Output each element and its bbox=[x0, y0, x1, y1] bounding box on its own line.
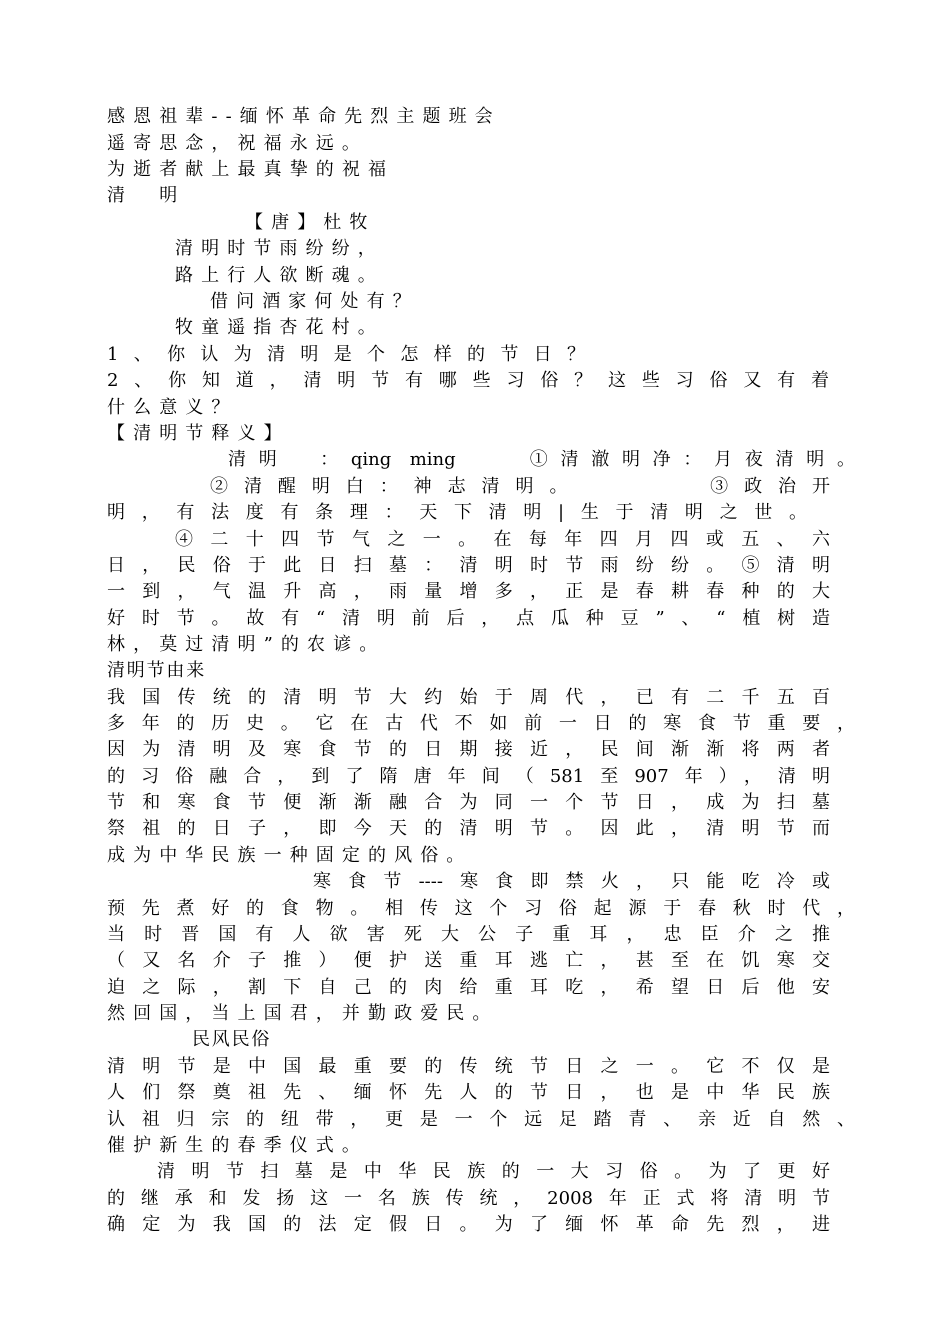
definition-line: ④二十四节气之一。在每年四月四或五、六 bbox=[175, 529, 830, 550]
customs-line: 催护新生的春季仪式。 bbox=[107, 1135, 368, 1156]
definition-line: 明，有法度有条理：天下清明|生于清明之世。 bbox=[107, 502, 807, 523]
closing-line: 确定为我国的法定假日。为了缅怀革命先烈，进 bbox=[107, 1214, 830, 1235]
definition-line: 清明 ：qing ming ①清澈明净：月夜清明。 bbox=[228, 449, 855, 470]
hanshi-line: 预先煮好的食物。相传这个习俗起源于春秋时代， bbox=[107, 898, 855, 919]
definition-line: 好时节。故有“清明前后，点瓜种豆”、“植树造 bbox=[107, 608, 830, 629]
origin-line: 节和寒食节便渐渐融合为同一个节日，成为扫墓 bbox=[107, 792, 830, 813]
hanshi-line: （又名介子推）便护送重耳逃亡，甚至在饥寒交 bbox=[107, 950, 830, 971]
definition-line: ②清醒明白：神志清明。 ③政治开 bbox=[210, 476, 830, 497]
hanshi-line: 当时晋国有人欲害死大公子重耳，忠臣介之推 bbox=[107, 924, 830, 945]
poem-line: 路上行人欲断魂。 bbox=[175, 265, 384, 286]
origin-line: 祭祖的日子，即今天的清明节。因此，清明节而 bbox=[107, 818, 830, 839]
question-2: 2、你知道，清明节有哪些习俗？这些习俗又有着 bbox=[107, 370, 829, 391]
question-1: 1、你认为清明是个怎样的节日？ bbox=[107, 344, 585, 365]
origin-line: 成为中华民族一种固定的风俗。 bbox=[107, 845, 473, 866]
origin-line: 的习俗融合，到了隋唐年间（581至907年），清明 bbox=[107, 766, 830, 787]
subtitle-line-2: 为逝者献上最真挚的祝福 bbox=[107, 159, 395, 180]
customs-line: 认祖归宗的纽带，更是一个远足踏青、亲近自然、 bbox=[107, 1109, 855, 1130]
origin-heading: 清明节由来 bbox=[107, 660, 206, 681]
closing-line: 清明节扫墓是中华民族的一大习俗。为了更好 bbox=[157, 1161, 830, 1182]
definition-line: 日，民俗于此日扫墓：清明时节雨纷纷。⑤清明 bbox=[107, 555, 830, 576]
definition-heading: 【清明节释义】 bbox=[107, 423, 290, 444]
poem-line: 清明时节雨纷纷， bbox=[175, 238, 384, 259]
poem-line: 借问酒家何处有？ bbox=[210, 291, 419, 312]
definition-line: 一到，气温升高，雨量增多，正是春耕春种的大 bbox=[107, 581, 830, 602]
hanshi-line: 寒食节----寒食即禁火，只能吃冷或 bbox=[313, 871, 830, 892]
customs-line: 清明节是中国最重要的传统节日之一。它不仅是 bbox=[107, 1056, 830, 1077]
origin-line: 我国传统的清明节大约始于周代，已有二千五百 bbox=[107, 687, 830, 708]
customs-heading: 民风民俗 bbox=[192, 1029, 272, 1050]
subtitle-line-1: 遥寄思念，祝福永远。 bbox=[107, 133, 368, 154]
origin-line: 多年的历史。它在古代不如前一日的寒食节重要， bbox=[107, 713, 855, 734]
definition-line: 林，莫过清明”的农谚。 bbox=[107, 634, 386, 655]
hanshi-line: 然回国，当上国君，并勤政爱民。 bbox=[107, 1003, 499, 1024]
poem-title: 清 明 bbox=[107, 185, 186, 206]
hanshi-line: 迫之际，割下自己的肉给重耳吃，希望日后他安 bbox=[107, 977, 830, 998]
question-2-continued: 什么意义？ bbox=[107, 397, 238, 418]
closing-line: 的继承和发扬这一名族传统，2008年正式将清明节 bbox=[107, 1188, 830, 1209]
poem-author: 【唐】杜牧 bbox=[245, 212, 376, 233]
poem-line: 牧童遥指杏花村。 bbox=[175, 317, 384, 338]
customs-line: 人们祭奠祖先、缅怀先人的节日，也是中华民族 bbox=[107, 1082, 830, 1103]
origin-line: 因为清明及寒食节的日期接近，民间渐渐将两者 bbox=[107, 739, 830, 760]
document-title: 感恩祖辈--缅怀革命先烈主题班会 bbox=[107, 106, 501, 127]
